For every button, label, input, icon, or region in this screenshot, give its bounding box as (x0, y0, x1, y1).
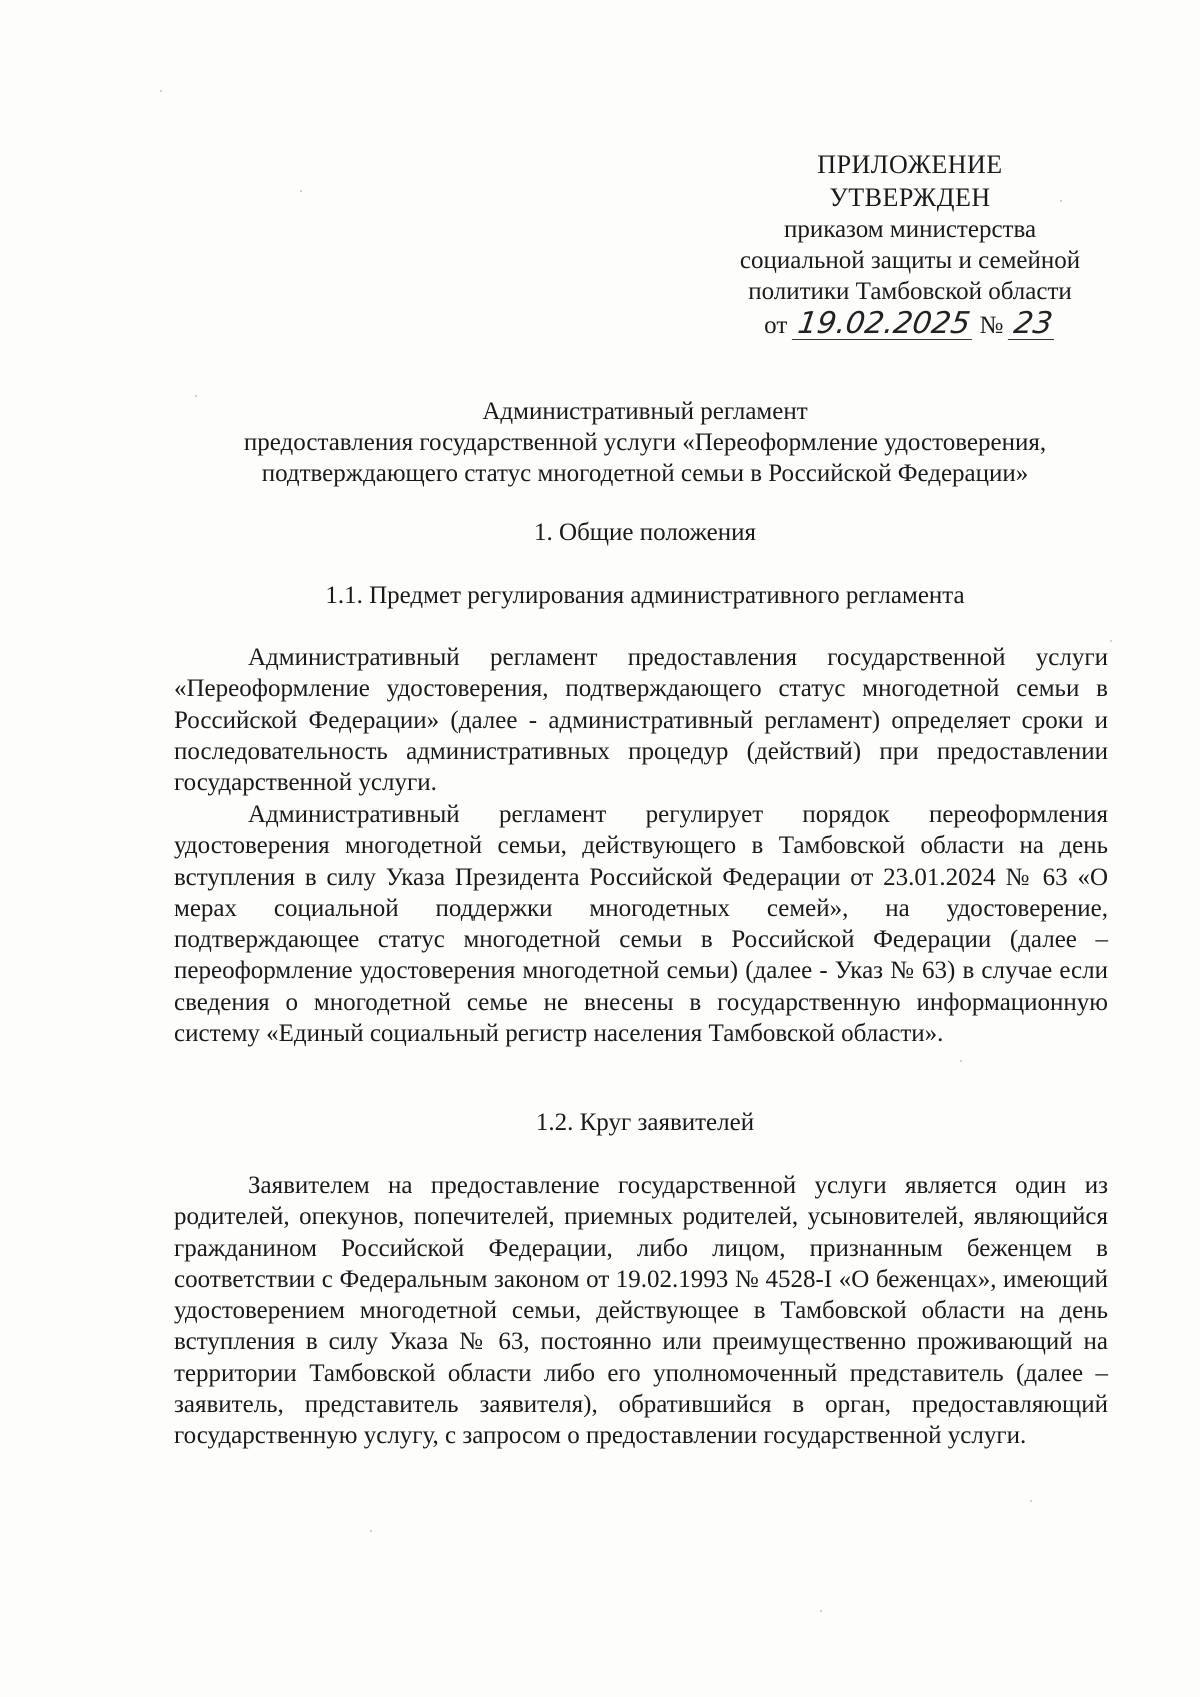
approval-line-1: приказом министерства (783, 216, 1037, 243)
document-title (140, 396, 1150, 489)
scan-speck (300, 190, 302, 192)
section-1-1-heading: 1.1. Предмет регулирования административного регламента (325, 582, 965, 609)
date-prefix: от (764, 312, 788, 339)
scan-speck (1110, 640, 1112, 642)
scan-speck (820, 1610, 822, 1612)
title-line-3: подтверждающего статус многодетной семьи в Российской Федерации» (261, 460, 1029, 487)
order-date: 19.02.2025 (791, 309, 975, 340)
approval-line-2: социальной защиты и семейной (739, 247, 1081, 274)
approved-label: УТВЕРЖДЕН (829, 183, 991, 212)
scan-speck (960, 1060, 962, 1062)
order-date-number (700, 306, 1120, 341)
section-1-1-paragraph-1: Административный регламент предоставления государственной услуги «Переоформление удостоверения, подтверждающего статус многодетной семьи в Российской Федерации» (далее - административный регламент) определяет сроки и последовательность административных процедур (действий) при предоставлении государственной услуги. (174, 644, 1108, 797)
title-line-1: Административный регламент (482, 398, 808, 425)
section-1-2-paragraph-1: Заявителем на предоставление государственной услуги является один из родителей, опекунов, попечителей, приемных родителей, усыновителей, являющийся гражданином Российской Федерации, либо лицом, признанным беженцем в соответствии с Федеральным законом от 19.02.1993 № 4528-I «О беженцах», имеющий удостоверением многодетной семьи, действующее в Тамбовской области на день вступления в силу Указа № 63, постоянно или преимущественно проживающий на территории Тамбовской области либо его уполномоченный представитель (далее – заявитель, представитель заявителя), обратившийся в орган, предоставляющий государственную услугу, с запросом о предоставлении государственной услуги. (174, 1172, 1108, 1450)
scan-speck (160, 90, 162, 92)
number-prefix: № (979, 312, 1004, 339)
approval-block (700, 148, 1120, 341)
section-1-1-paragraph-2: Административный регламент регулирует порядок переоформления удостоверения многодетной семьи, действующего в Тамбовской области на день вступления в силу Указа Президента Российской Федерации от 23.01.2024 № 63 «О мерах социальной поддержки многодетных семей», на удостоверение, подтверждающее статус многодетной семьи в Российской Федерации (далее – переоформление удостоверения многодетной семьи) (далее - Указ № 63) в случае если сведения о многодетной семье не внесены в государственную информационную систему «Единый социальный регистр населения Тамбовской области». (174, 801, 1108, 1048)
section-1-heading: 1. Общие положения (534, 519, 756, 546)
annex-label: ПРИЛОЖЕНИЕ (817, 150, 1003, 179)
title-line-2: предоставления государственной услуги «Переоформление удостоверения, (243, 429, 1047, 456)
section-1-2-heading: 1.2. Круг заявителей (535, 1109, 755, 1136)
order-number: 23 (1007, 309, 1058, 340)
scan-speck (370, 1530, 372, 1532)
approval-line-3: политики Тамбовской области (748, 278, 1072, 305)
scan-speck (1030, 1500, 1032, 1502)
